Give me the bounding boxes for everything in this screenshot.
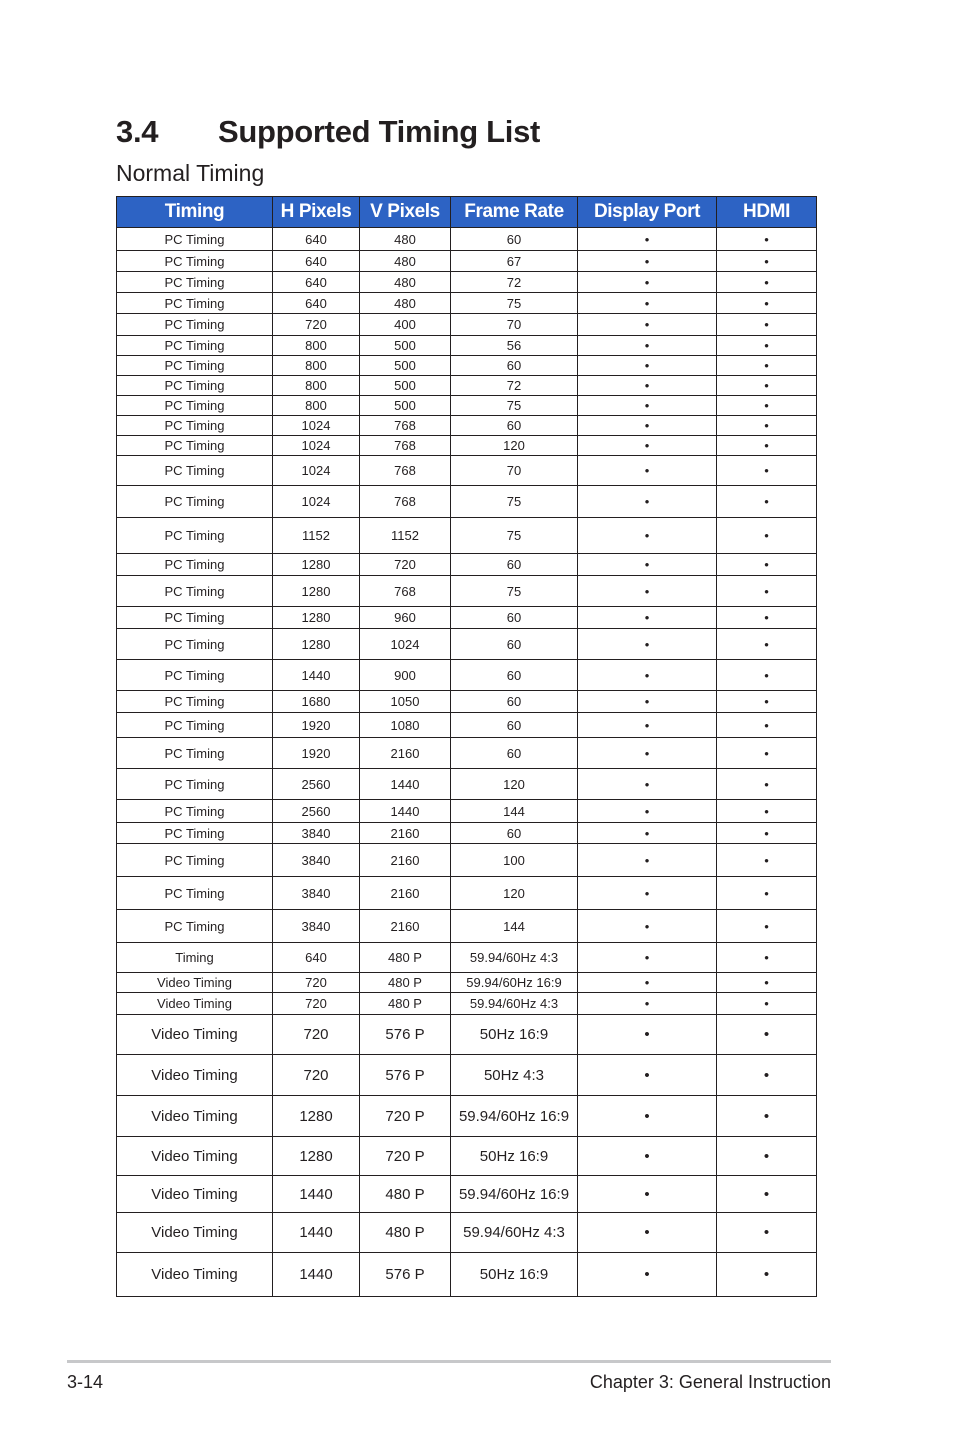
cell-timing: PC Timing [117,356,273,376]
cell-v-pixels: 1080 [360,713,451,738]
cell-hdmi: • [717,1055,817,1096]
col-header-display-port: Display Port [578,197,717,228]
cell-hdmi: • [717,973,817,993]
cell-h-pixels: 1440 [273,1213,360,1253]
cell-v-pixels: 2160 [360,910,451,943]
footer-divider [67,1360,831,1363]
table-row [117,228,817,251]
cell-v-pixels: 576 P [360,1253,451,1297]
cell-frame-rate: 60 [451,416,578,436]
cell-timing: Video Timing [117,1137,273,1176]
cell-h-pixels: 3840 [273,877,360,910]
cell-timing: Video Timing [117,1176,273,1213]
cell-timing: PC Timing [117,416,273,436]
cell-v-pixels: 720 P [360,1137,451,1176]
cell-h-pixels: 1024 [273,416,360,436]
cell-v-pixels: 480 P [360,1176,451,1213]
cell-timing: PC Timing [117,228,273,251]
cell-timing: PC Timing [117,336,273,356]
cell-timing: PC Timing [117,518,273,554]
cell-display-port: • [578,1213,717,1253]
cell-frame-rate: 75 [451,576,578,607]
cell-hdmi: • [717,910,817,943]
cell-h-pixels: 640 [273,293,360,314]
cell-hdmi: • [717,336,817,356]
chapter-label: Chapter 3: General Instruction [589,1372,831,1392]
cell-hdmi: • [717,436,817,456]
table-row [117,1176,817,1213]
cell-frame-rate: 60 [451,713,578,738]
cell-v-pixels: 1440 [360,800,451,823]
cell-timing: PC Timing [117,376,273,396]
cell-frame-rate: 60 [451,691,578,713]
cell-display-port: • [578,877,717,910]
cell-h-pixels: 1440 [273,1176,360,1213]
section-title: Supported Timing List [218,114,541,149]
cell-display-port: • [578,396,717,416]
cell-hdmi: • [717,576,817,607]
table-row [117,877,817,910]
cell-hdmi: • [717,554,817,576]
cell-h-pixels: 720 [273,993,360,1015]
cell-frame-rate: 120 [451,877,578,910]
cell-h-pixels: 1280 [273,576,360,607]
table-row [117,272,817,293]
cell-v-pixels: 900 [360,660,451,691]
cell-frame-rate: 56 [451,336,578,356]
cell-frame-rate: 60 [451,607,578,629]
cell-display-port: • [578,1253,717,1297]
table-row [117,456,817,486]
table-row [117,823,817,844]
cell-display-port: • [578,691,717,713]
cell-hdmi: • [717,1253,817,1297]
cell-v-pixels: 720 [360,554,451,576]
cell-v-pixels: 2160 [360,823,451,844]
cell-display-port: • [578,228,717,251]
cell-timing: PC Timing [117,436,273,456]
cell-timing: Video Timing [117,973,273,993]
col-header-h-pixels: H Pixels [273,197,360,228]
cell-display-port: • [578,738,717,769]
cell-v-pixels: 480 [360,293,451,314]
table-row [117,554,817,576]
cell-display-port: • [578,1137,717,1176]
cell-timing: Timing [117,943,273,973]
cell-timing: Video Timing [117,1015,273,1055]
table-row [117,251,817,272]
cell-timing: PC Timing [117,738,273,769]
cell-hdmi: • [717,356,817,376]
table-row [117,1137,817,1176]
cell-hdmi: • [717,1096,817,1137]
cell-frame-rate: 75 [451,486,578,518]
page-number: 3-14 [67,1372,104,1392]
cell-hdmi: • [717,1213,817,1253]
cell-v-pixels: 576 P [360,1015,451,1055]
cell-timing: PC Timing [117,713,273,738]
cell-hdmi: • [717,660,817,691]
timing-table [116,196,817,1297]
table-row [117,943,817,973]
cell-timing: PC Timing [117,607,273,629]
cell-h-pixels: 1680 [273,691,360,713]
cell-hdmi: • [717,769,817,800]
cell-frame-rate: 59.94/60Hz 4:3 [451,993,578,1015]
table-row [117,800,817,823]
cell-v-pixels: 720 P [360,1096,451,1137]
col-header-frame-rate: Frame Rate [451,197,578,228]
cell-frame-rate: 75 [451,396,578,416]
cell-h-pixels: 1440 [273,1253,360,1297]
cell-h-pixels: 3840 [273,823,360,844]
cell-hdmi: • [717,518,817,554]
cell-v-pixels: 480 [360,251,451,272]
cell-h-pixels: 1280 [273,1096,360,1137]
cell-display-port: • [578,272,717,293]
cell-display-port: • [578,844,717,877]
cell-frame-rate: 59.94/60Hz 4:3 [451,943,578,973]
cell-hdmi: • [717,738,817,769]
cell-frame-rate: 60 [451,356,578,376]
cell-display-port: • [578,800,717,823]
table-row [117,660,817,691]
cell-v-pixels: 400 [360,314,451,336]
cell-frame-rate: 59.94/60Hz 4:3 [451,1213,578,1253]
cell-timing: PC Timing [117,823,273,844]
cell-hdmi: • [717,1015,817,1055]
subheading: Normal Timing [116,160,265,186]
cell-v-pixels: 480 P [360,993,451,1015]
cell-timing: PC Timing [117,293,273,314]
cell-hdmi: • [717,877,817,910]
table-row [117,1015,817,1055]
table-row [117,396,817,416]
cell-timing: PC Timing [117,769,273,800]
cell-hdmi: • [717,396,817,416]
cell-timing: PC Timing [117,800,273,823]
cell-h-pixels: 1920 [273,713,360,738]
cell-hdmi: • [717,456,817,486]
cell-display-port: • [578,356,717,376]
cell-hdmi: • [717,1176,817,1213]
cell-h-pixels: 720 [273,314,360,336]
cell-v-pixels: 1024 [360,629,451,660]
cell-hdmi: • [717,607,817,629]
cell-frame-rate: 50Hz 16:9 [451,1137,578,1176]
cell-display-port: • [578,1055,717,1096]
cell-h-pixels: 800 [273,396,360,416]
cell-timing: PC Timing [117,660,273,691]
cell-v-pixels: 500 [360,396,451,416]
cell-h-pixels: 1024 [273,436,360,456]
table-row [117,1096,817,1137]
cell-hdmi: • [717,376,817,396]
table-row [117,993,817,1015]
cell-frame-rate: 100 [451,844,578,877]
cell-h-pixels: 800 [273,356,360,376]
cell-display-port: • [578,823,717,844]
table-row [117,607,817,629]
cell-v-pixels: 1152 [360,518,451,554]
cell-display-port: • [578,1015,717,1055]
cell-frame-rate: 144 [451,910,578,943]
table-row [117,376,817,396]
cell-frame-rate: 72 [451,376,578,396]
table-row [117,1253,817,1297]
cell-display-port: • [578,576,717,607]
cell-timing: PC Timing [117,272,273,293]
cell-hdmi: • [717,293,817,314]
cell-hdmi: • [717,272,817,293]
cell-timing: Video Timing [117,1213,273,1253]
cell-v-pixels: 500 [360,376,451,396]
cell-h-pixels: 1440 [273,660,360,691]
cell-v-pixels: 500 [360,356,451,376]
cell-v-pixels: 480 P [360,1213,451,1253]
cell-hdmi: • [717,629,817,660]
cell-h-pixels: 1152 [273,518,360,554]
section-heading [116,114,540,150]
cell-timing: PC Timing [117,844,273,877]
cell-hdmi: • [717,251,817,272]
cell-timing: PC Timing [117,910,273,943]
cell-frame-rate: 67 [451,251,578,272]
table-header-row [117,197,817,228]
table-row [117,576,817,607]
cell-timing: PC Timing [117,629,273,660]
cell-hdmi: • [717,823,817,844]
cell-v-pixels: 768 [360,576,451,607]
cell-frame-rate: 60 [451,823,578,844]
col-header-v-pixels: V Pixels [360,197,451,228]
cell-frame-rate: 60 [451,738,578,769]
cell-v-pixels: 2160 [360,877,451,910]
cell-hdmi: • [717,713,817,738]
cell-display-port: • [578,713,717,738]
table-row [117,738,817,769]
cell-hdmi: • [717,314,817,336]
cell-display-port: • [578,436,717,456]
cell-v-pixels: 480 [360,272,451,293]
col-header-timing: Timing [117,197,273,228]
cell-frame-rate: 50Hz 16:9 [451,1253,578,1297]
cell-frame-rate: 70 [451,314,578,336]
cell-timing: Video Timing [117,1253,273,1297]
cell-frame-rate: 50Hz 4:3 [451,1055,578,1096]
cell-v-pixels: 1050 [360,691,451,713]
table-row [117,436,817,456]
cell-display-port: • [578,629,717,660]
table-row [117,356,817,376]
cell-h-pixels: 640 [273,943,360,973]
cell-display-port: • [578,456,717,486]
cell-hdmi: • [717,800,817,823]
cell-v-pixels: 1440 [360,769,451,800]
cell-display-port: • [578,486,717,518]
table-row [117,416,817,436]
table-row [117,691,817,713]
cell-frame-rate: 60 [451,554,578,576]
table-row [117,1213,817,1253]
cell-h-pixels: 1280 [273,607,360,629]
cell-frame-rate: 120 [451,769,578,800]
cell-timing: PC Timing [117,486,273,518]
cell-h-pixels: 720 [273,973,360,993]
cell-h-pixels: 720 [273,1055,360,1096]
cell-h-pixels: 640 [273,228,360,251]
cell-timing: PC Timing [117,877,273,910]
cell-h-pixels: 1024 [273,456,360,486]
table-row [117,336,817,356]
cell-frame-rate: 72 [451,272,578,293]
cell-display-port: • [578,416,717,436]
table-row [117,1055,817,1096]
cell-h-pixels: 1280 [273,1137,360,1176]
table-row [117,713,817,738]
cell-timing: PC Timing [117,456,273,486]
cell-frame-rate: 60 [451,629,578,660]
cell-v-pixels: 768 [360,436,451,456]
cell-v-pixels: 500 [360,336,451,356]
cell-frame-rate: 59.94/60Hz 16:9 [451,1176,578,1213]
table-row [117,293,817,314]
cell-h-pixels: 2560 [273,769,360,800]
cell-timing: PC Timing [117,251,273,272]
cell-v-pixels: 576 P [360,1055,451,1096]
cell-h-pixels: 1280 [273,629,360,660]
cell-timing: Video Timing [117,993,273,1015]
cell-timing: PC Timing [117,576,273,607]
cell-v-pixels: 2160 [360,844,451,877]
cell-frame-rate: 59.94/60Hz 16:9 [451,1096,578,1137]
cell-timing: PC Timing [117,691,273,713]
cell-timing: Video Timing [117,1096,273,1137]
table-row [117,314,817,336]
cell-display-port: • [578,518,717,554]
cell-frame-rate: 75 [451,518,578,554]
cell-hdmi: • [717,486,817,518]
cell-v-pixels: 480 P [360,973,451,993]
cell-display-port: • [578,660,717,691]
cell-display-port: • [578,607,717,629]
cell-frame-rate: 70 [451,456,578,486]
cell-frame-rate: 60 [451,228,578,251]
cell-hdmi: • [717,943,817,973]
cell-h-pixels: 1920 [273,738,360,769]
cell-frame-rate: 144 [451,800,578,823]
cell-hdmi: • [717,691,817,713]
cell-display-port: • [578,336,717,356]
table-row [117,629,817,660]
cell-h-pixels: 720 [273,1015,360,1055]
cell-hdmi: • [717,993,817,1015]
cell-timing: PC Timing [117,314,273,336]
table-row [117,769,817,800]
table-row [117,518,817,554]
cell-v-pixels: 480 [360,228,451,251]
table-row [117,910,817,943]
cell-hdmi: • [717,416,817,436]
col-header-hdmi: HDMI [717,197,817,228]
cell-v-pixels: 768 [360,486,451,518]
cell-h-pixels: 1280 [273,554,360,576]
cell-display-port: • [578,251,717,272]
cell-display-port: • [578,769,717,800]
cell-display-port: • [578,293,717,314]
cell-display-port: • [578,1096,717,1137]
cell-h-pixels: 3840 [273,910,360,943]
cell-timing: PC Timing [117,396,273,416]
cell-hdmi: • [717,228,817,251]
cell-h-pixels: 3840 [273,844,360,877]
cell-h-pixels: 640 [273,251,360,272]
cell-h-pixels: 1024 [273,486,360,518]
cell-display-port: • [578,554,717,576]
cell-display-port: • [578,910,717,943]
cell-timing: Video Timing [117,1055,273,1096]
cell-display-port: • [578,314,717,336]
cell-display-port: • [578,973,717,993]
cell-v-pixels: 960 [360,607,451,629]
cell-frame-rate: 60 [451,660,578,691]
cell-frame-rate: 59.94/60Hz 16:9 [451,973,578,993]
cell-hdmi: • [717,844,817,877]
cell-h-pixels: 2560 [273,800,360,823]
cell-frame-rate: 50Hz 16:9 [451,1015,578,1055]
cell-h-pixels: 640 [273,272,360,293]
table-body [117,228,817,1297]
cell-hdmi: • [717,1137,817,1176]
cell-v-pixels: 768 [360,416,451,436]
cell-h-pixels: 800 [273,336,360,356]
table-row [117,973,817,993]
cell-frame-rate: 75 [451,293,578,314]
cell-display-port: • [578,943,717,973]
section-number: 3.4 [116,114,159,149]
table-row [117,486,817,518]
cell-display-port: • [578,376,717,396]
cell-display-port: • [578,993,717,1015]
cell-v-pixels: 768 [360,456,451,486]
table-row [117,844,817,877]
cell-frame-rate: 120 [451,436,578,456]
cell-h-pixels: 800 [273,376,360,396]
cell-timing: PC Timing [117,554,273,576]
cell-v-pixels: 480 P [360,943,451,973]
cell-v-pixels: 2160 [360,738,451,769]
cell-display-port: • [578,1176,717,1213]
